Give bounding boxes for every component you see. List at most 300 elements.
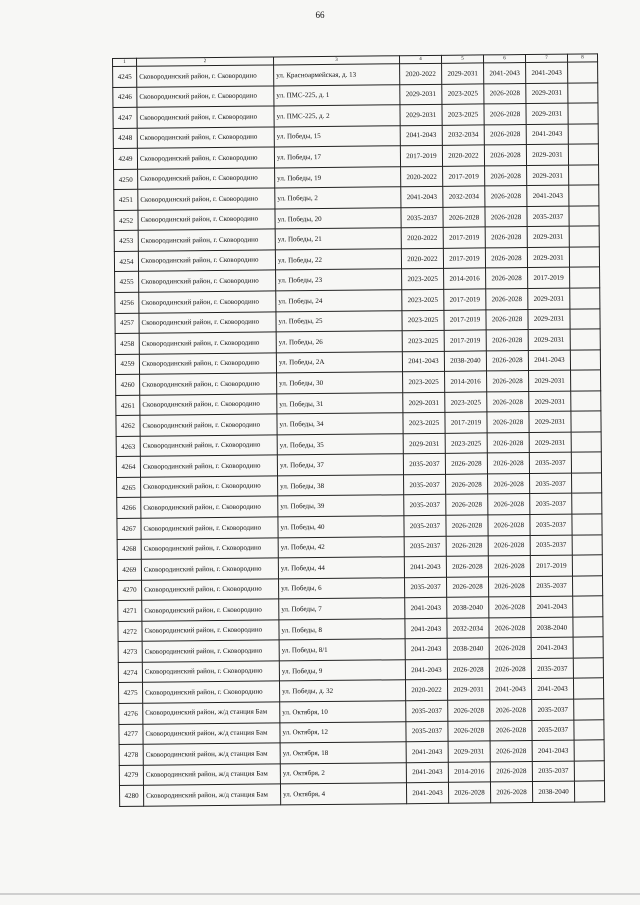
address-cell: ул. Красноармейская, д. 13	[274, 64, 400, 86]
period-col-5: 2026-2028	[447, 659, 489, 680]
period-col-7: 2041-2043	[531, 596, 573, 617]
region-cell: Сковородинский район, г. Сковородино	[142, 599, 279, 621]
period-col-6: 2026-2028	[487, 391, 529, 412]
period-col-6: 2026-2028	[488, 576, 530, 597]
address-cell: ул. ПМС-225, д. 2	[274, 105, 400, 127]
row-number: 4251	[114, 190, 138, 211]
period-col-6: 2026-2028	[490, 782, 532, 803]
period-col-5: 2038-2040	[447, 597, 489, 618]
period-col-5: 2032-2034	[442, 125, 484, 146]
row-number: 4247	[113, 107, 137, 128]
row-number: 4264	[116, 457, 140, 478]
notes-cell	[568, 123, 598, 144]
row-number: 4246	[113, 87, 137, 108]
notes-cell	[574, 719, 604, 740]
header-col-5: 5	[441, 55, 483, 63]
region-cell: Сковородинский район, г. Сковородино	[139, 270, 276, 292]
address-cell: ул. Победы, 22	[275, 249, 401, 271]
header-col-7: 7	[525, 54, 567, 62]
region-cell: Сковородинский район, г. Сковородино	[137, 85, 274, 107]
address-cell: ул. Победы, 21	[275, 228, 401, 250]
region-cell: Сковородинский район, г. Сковородино	[141, 558, 278, 580]
region-cell: Сковородинский район, ж/д станция Бам	[143, 702, 280, 724]
address-cell: ул. Победы, 40	[278, 516, 404, 538]
address-cell: ул. Победы, 44	[278, 557, 404, 579]
region-cell: Сковородинский район, г. Сковородино	[138, 209, 275, 231]
period-col-7: 2017-2019	[530, 555, 572, 576]
notes-cell	[571, 391, 601, 412]
period-col-4: 2020-2022	[405, 680, 447, 701]
row-number: 4271	[118, 600, 142, 621]
period-col-5: 2017-2019	[443, 166, 485, 187]
period-col-6: 2026-2028	[487, 453, 529, 474]
period-col-4: 2023-2025	[403, 413, 445, 434]
period-col-4: 2035-2037	[406, 721, 448, 742]
period-col-6: 2026-2028	[487, 432, 529, 453]
period-col-7: 2041-2043	[527, 185, 569, 206]
notes-cell	[573, 617, 603, 638]
period-col-7: 2041-2043	[531, 637, 573, 658]
notes-cell	[571, 432, 601, 453]
address-cell: ул. Победы, 2А	[276, 351, 402, 373]
period-col-4: 2023-2025	[402, 330, 444, 351]
period-col-5: 2023-2025	[445, 392, 487, 413]
notes-cell	[573, 596, 603, 617]
address-cell: ул. Победы, 9	[279, 660, 405, 682]
region-cell: Сковородинский район, г. Сковородино	[139, 291, 276, 313]
notes-cell	[574, 699, 604, 720]
address-cell: ул. Победы, 37	[277, 454, 403, 476]
address-cell: ул. Победы, 24	[276, 290, 402, 312]
period-col-5: 2026-2028	[446, 474, 488, 495]
region-cell: Сковородинский район, г. Сковородино	[138, 188, 275, 210]
region-cell: Сковородинский район, г. Сковородино	[139, 312, 276, 334]
period-col-7: 2035-2037	[532, 761, 574, 782]
period-col-5: 2029-2031	[448, 741, 490, 762]
row-number: 4277	[119, 724, 143, 745]
row-number: 4273	[118, 642, 142, 663]
notes-cell	[569, 226, 599, 247]
region-cell: Сковородинский район, г. Сковородино	[138, 168, 275, 190]
period-col-5: 2026-2028	[446, 515, 488, 536]
period-col-4: 2035-2037	[404, 577, 446, 598]
address-cell: ул. Победы, 38	[278, 475, 404, 497]
address-cell: ул. Победы, 35	[277, 434, 403, 456]
period-col-7: 2035-2037	[530, 473, 572, 494]
period-col-4: 2023-2025	[402, 289, 444, 310]
row-number: 4279	[119, 765, 143, 786]
row-number: 4270	[118, 580, 142, 601]
period-col-7: 2029-2031	[529, 411, 571, 432]
notes-cell	[568, 103, 598, 124]
period-col-5: 2014-2016	[445, 371, 487, 392]
notes-cell	[571, 411, 601, 432]
address-cell: ул. Победы, 39	[278, 495, 404, 517]
period-col-6: 2026-2028	[488, 556, 530, 577]
period-col-6: 2026-2028	[486, 330, 528, 351]
notes-cell	[571, 370, 601, 391]
address-cell: ул. Победы, 31	[277, 392, 403, 414]
region-cell: Сковородинский район, г. Сковородино	[142, 620, 279, 642]
period-col-6: 2026-2028	[484, 145, 526, 166]
notes-cell	[572, 514, 602, 535]
row-number: 4256	[115, 292, 139, 313]
period-col-7: 2029-2031	[529, 370, 571, 391]
notes-cell	[574, 781, 604, 802]
notes-cell	[570, 349, 600, 370]
address-cell: ул. Победы, 7	[279, 598, 405, 620]
row-number: 4261	[116, 395, 140, 416]
address-cell: ул. Победы, 17	[274, 146, 400, 168]
period-col-4: 2029-2031	[400, 84, 442, 105]
period-col-6: 2026-2028	[485, 247, 527, 268]
period-col-4: 2029-2031	[403, 392, 445, 413]
region-cell: Сковородинский район, ж/д станция Бам	[143, 743, 280, 765]
period-col-7: 2029-2031	[527, 226, 569, 247]
period-col-5: 2029-2031	[447, 679, 489, 700]
table-body	[113, 62, 605, 806]
period-col-5: 2023-2025	[442, 83, 484, 104]
period-col-5: 2026-2028	[443, 207, 485, 228]
period-col-4: 2035-2037	[404, 474, 446, 495]
period-col-5: 2023-2025	[445, 433, 487, 454]
region-cell: Сковородинский район, г. Сковородино	[141, 538, 278, 560]
period-col-5: 2026-2028	[446, 494, 488, 515]
address-cell: ул. Победы, 6	[279, 577, 405, 599]
period-col-7: 2041-2043	[526, 124, 568, 145]
period-col-4: 2041-2043	[402, 351, 444, 372]
period-col-7: 2035-2037	[527, 206, 569, 227]
notes-cell	[573, 658, 603, 679]
period-col-5: 2038-2040	[447, 638, 489, 659]
period-col-6: 2026-2028	[490, 741, 532, 762]
period-col-6: 2026-2028	[485, 227, 527, 248]
notes-cell	[568, 62, 598, 83]
period-col-7: 2041-2043	[528, 350, 570, 371]
address-cell: ул. Победы, 42	[278, 536, 404, 558]
period-col-5: 2014-2016	[448, 761, 490, 782]
period-col-4: 2020-2022	[400, 63, 442, 84]
notes-cell	[571, 452, 601, 473]
period-col-7: 2029-2031	[528, 309, 570, 330]
period-col-4: 2023-2025	[402, 310, 444, 331]
period-col-5: 2017-2019	[444, 289, 486, 310]
period-col-4: 2023-2025	[402, 269, 444, 290]
period-col-4: 2041-2043	[400, 125, 442, 146]
period-col-6: 2026-2028	[487, 371, 529, 392]
region-cell: Сковородинский район, г. Сковородино	[141, 517, 278, 539]
notes-cell	[568, 144, 598, 165]
period-col-7: 2029-2031	[528, 288, 570, 309]
period-col-4: 2041-2043	[406, 782, 448, 803]
region-cell: Сковородинский район, г. Сковородино	[140, 455, 277, 477]
period-col-4: 2020-2022	[401, 166, 443, 187]
period-col-4: 2041-2043	[405, 618, 447, 639]
notes-cell	[572, 555, 602, 576]
period-col-6: 2026-2028	[486, 268, 528, 289]
notes-cell	[570, 267, 600, 288]
row-number: 4257	[115, 313, 139, 334]
header-col-8: 8	[567, 54, 597, 62]
row-number: 4250	[114, 169, 138, 190]
period-col-5: 2026-2028	[446, 556, 488, 577]
period-col-5: 2014-2016	[444, 268, 486, 289]
period-col-7: 2029-2031	[529, 432, 571, 453]
period-col-4: 2035-2037	[404, 495, 446, 516]
region-cell: Сковородинский район, ж/д станция Бам	[143, 784, 280, 806]
row-number: 4260	[116, 374, 140, 395]
period-col-5: 2017-2019	[445, 412, 487, 433]
period-col-5: 2020-2022	[442, 145, 484, 166]
period-col-5: 2026-2028	[445, 453, 487, 474]
region-cell: Сковородинский район, г. Сковородино	[139, 353, 276, 375]
region-cell: Сковородинский район, г. Сковородино	[138, 229, 275, 251]
row-number: 4274	[118, 662, 142, 683]
housing-repair-schedule-table	[112, 53, 605, 806]
period-col-4: 2035-2037	[404, 536, 446, 557]
row-number: 4248	[113, 128, 137, 149]
table-container	[112, 53, 605, 806]
period-col-7: 2035-2037	[530, 514, 572, 535]
period-col-5: 2023-2025	[442, 104, 484, 125]
address-cell: ул. Победы, 23	[276, 269, 402, 291]
header-col-3: 3	[273, 56, 399, 65]
address-cell: ул. Победы, 2	[275, 187, 401, 209]
period-col-5: 2017-2019	[443, 227, 485, 248]
row-number: 4253	[114, 231, 138, 252]
period-col-4: 2041-2043	[406, 762, 448, 783]
period-col-5: 2026-2028	[446, 577, 488, 598]
notes-cell	[570, 329, 600, 350]
address-cell: ул. Октября, 2	[280, 762, 406, 784]
period-col-7: 2035-2037	[532, 720, 574, 741]
region-cell: Сковородинский район, г. Сковородино	[142, 579, 279, 601]
period-col-6: 2026-2028	[489, 617, 531, 638]
region-cell: Сковородинский район, г. Сковородино	[137, 147, 274, 169]
period-col-6: 2026-2028	[488, 494, 530, 515]
notes-cell	[570, 288, 600, 309]
region-cell: Сковородинский район, г. Сковородино	[142, 640, 279, 662]
period-col-4: 2029-2031	[400, 104, 442, 125]
region-cell: Сковородинский район, ж/д станция Бам	[143, 764, 280, 786]
region-cell: Сковородинский район, г. Сковородино	[140, 435, 277, 457]
period-col-4: 2035-2037	[403, 454, 445, 475]
address-cell: ул. Октября, 4	[280, 783, 406, 805]
address-cell: ул. Победы, 25	[276, 310, 402, 332]
header-col-1: 1	[113, 58, 137, 66]
period-col-7: 2017-2019	[528, 268, 570, 289]
region-cell: Сковородинский район, г. Сковородино	[138, 250, 275, 272]
row-number: 4266	[117, 498, 141, 519]
address-cell: ул. Победы, 26	[276, 331, 402, 353]
period-col-6: 2026-2028	[485, 186, 527, 207]
region-cell: Сковородинский район, г. Сковородино	[140, 394, 277, 416]
address-cell: ул. Победы, 19	[275, 166, 401, 188]
period-col-7: 2038-2040	[532, 781, 574, 802]
address-cell: ул. Победы, д. 32	[279, 680, 405, 702]
region-cell: Сковородинский район, г. Сковородино	[137, 106, 274, 128]
period-col-4: 2029-2031	[403, 433, 445, 454]
row-number: 4252	[114, 210, 138, 231]
address-cell: ул. Октября, 10	[280, 701, 406, 723]
row-number: 4259	[115, 354, 139, 375]
period-col-6: 2026-2028	[488, 473, 530, 494]
scan-bottom-edge	[0, 893, 640, 895]
header-col-2: 2	[137, 57, 274, 66]
notes-cell	[574, 760, 604, 781]
period-col-6: 2026-2028	[484, 104, 526, 125]
period-col-5: 2026-2028	[448, 720, 490, 741]
region-cell: Сковородинский район, г. Сковородино	[137, 127, 274, 149]
notes-cell	[574, 740, 604, 761]
region-cell: Сковородинский район, г. Сковородино	[142, 661, 279, 683]
period-col-4: 2041-2043	[405, 659, 447, 680]
period-col-5: 2032-2034	[443, 186, 485, 207]
period-col-5: 2017-2019	[444, 330, 486, 351]
notes-cell	[573, 637, 603, 658]
notes-cell	[569, 185, 599, 206]
row-number: 4275	[118, 683, 142, 704]
row-number: 4280	[119, 785, 143, 806]
header-col-6: 6	[483, 55, 525, 63]
period-col-6: 2026-2028	[486, 309, 528, 330]
notes-cell	[573, 678, 603, 699]
row-number: 4265	[117, 477, 141, 498]
period-col-4: 2041-2043	[401, 187, 443, 208]
row-number: 4245	[113, 66, 137, 87]
row-number: 4258	[115, 333, 139, 354]
period-col-5: 2032-2034	[447, 618, 489, 639]
address-cell: ул. Победы, 15	[274, 125, 400, 147]
notes-cell	[568, 82, 598, 103]
period-col-6: 2026-2028	[490, 699, 532, 720]
period-col-6: 2026-2028	[490, 761, 532, 782]
address-cell: ул. Октября, 12	[280, 721, 406, 743]
region-cell: Сковородинский район, г. Сковородино	[142, 681, 279, 703]
address-cell: ул. Победы, 20	[275, 208, 401, 230]
row-number: 4255	[115, 272, 139, 293]
period-col-6: 2026-2028	[488, 535, 530, 556]
period-col-5: 2029-2031	[442, 63, 484, 84]
period-col-6: 2026-2028	[484, 83, 526, 104]
table-row	[119, 781, 604, 806]
period-col-7: 2041-2043	[526, 62, 568, 83]
period-col-7: 2029-2031	[529, 391, 571, 412]
period-col-7: 2029-2031	[527, 247, 569, 268]
period-col-4: 2035-2037	[404, 515, 446, 536]
period-col-6: 2026-2028	[486, 350, 528, 371]
period-col-6: 2026-2028	[486, 289, 528, 310]
notes-cell	[569, 206, 599, 227]
period-col-6: 2026-2028	[489, 638, 531, 659]
period-col-6: 2026-2028	[488, 515, 530, 536]
region-cell: Сковородинский район, г. Сковородино	[141, 496, 278, 518]
period-col-5: 2017-2019	[444, 309, 486, 330]
address-cell: ул. Победы, 30	[277, 372, 403, 394]
row-number: 4269	[117, 559, 141, 580]
period-col-6: 2026-2028	[489, 658, 531, 679]
row-number: 4267	[117, 518, 141, 539]
period-col-6: 2026-2028	[485, 165, 527, 186]
period-col-5: 2017-2019	[443, 248, 485, 269]
period-col-4: 2023-2025	[403, 372, 445, 393]
period-col-7: 2029-2031	[528, 329, 570, 350]
period-col-7: 2035-2037	[530, 535, 572, 556]
period-col-4: 2020-2022	[401, 228, 443, 249]
period-col-4: 2035-2037	[401, 207, 443, 228]
header-col-4: 4	[399, 55, 441, 63]
period-col-6: 2026-2028	[484, 124, 526, 145]
period-col-7: 2041-2043	[532, 740, 574, 761]
region-cell: Сковородинский район, г. Сковородино	[140, 414, 277, 436]
period-col-7: 2035-2037	[531, 658, 573, 679]
address-cell: ул. Победы, 34	[277, 413, 403, 435]
address-cell: ул. Октября, 18	[280, 742, 406, 764]
row-number: 4249	[113, 148, 137, 169]
notes-cell	[572, 534, 602, 555]
period-col-4: 2035-2037	[406, 700, 448, 721]
row-number: 4262	[116, 416, 140, 437]
region-cell: Сковородинский район, г. Сковородино	[141, 476, 278, 498]
address-cell: ул. Победы, 8	[279, 618, 405, 640]
period-col-7: 2035-2037	[530, 494, 572, 515]
period-col-7: 2035-2037	[529, 452, 571, 473]
period-col-6: 2026-2028	[485, 206, 527, 227]
period-col-7: 2038-2040	[531, 617, 573, 638]
region-cell: Сковородинский район, г. Сковородино	[139, 332, 276, 354]
period-col-6: 2026-2028	[489, 597, 531, 618]
address-cell: ул. ПМС-225, д. 1	[274, 84, 400, 106]
period-col-7: 2035-2037	[530, 576, 572, 597]
notes-cell	[570, 308, 600, 329]
period-col-4: 2041-2043	[406, 741, 448, 762]
row-number: 4268	[117, 539, 141, 560]
period-col-5: 2026-2028	[448, 700, 490, 721]
page-number: 66	[315, 10, 325, 20]
period-col-6: 2041-2043	[484, 63, 526, 84]
period-col-6: 2026-2028	[487, 412, 529, 433]
row-number: 4263	[116, 436, 140, 457]
row-number: 4272	[118, 621, 142, 642]
period-col-5: 2026-2028	[448, 782, 490, 803]
period-col-5: 2026-2028	[446, 535, 488, 556]
period-col-7: 2029-2031	[526, 103, 568, 124]
period-col-4: 2020-2022	[401, 248, 443, 269]
period-col-7: 2029-2031	[526, 83, 568, 104]
notes-cell	[572, 493, 602, 514]
period-col-4: 2041-2043	[404, 556, 446, 577]
row-number: 4276	[119, 703, 143, 724]
period-col-6: 2026-2028	[490, 720, 532, 741]
region-cell: Сковородинский район, г. Сковородино	[137, 65, 274, 87]
period-col-4: 2017-2019	[400, 146, 442, 167]
notes-cell	[572, 575, 602, 596]
region-cell: Сковородинский район, г. Сковородино	[140, 373, 277, 395]
address-cell: ул. Победы, 8/1	[279, 639, 405, 661]
notes-cell	[572, 473, 602, 494]
row-number: 4254	[114, 251, 138, 272]
notes-cell	[569, 165, 599, 186]
period-col-7: 2035-2037	[532, 699, 574, 720]
region-cell: Сковородинский район, ж/д станция Бам	[143, 722, 280, 744]
period-col-7: 2029-2031	[526, 144, 568, 165]
period-col-4: 2041-2043	[405, 598, 447, 619]
row-number: 4278	[119, 744, 143, 765]
notes-cell	[569, 247, 599, 268]
period-col-6: 2041-2043	[489, 679, 531, 700]
period-col-5: 2038-2040	[444, 351, 486, 372]
period-col-7: 2041-2043	[531, 679, 573, 700]
